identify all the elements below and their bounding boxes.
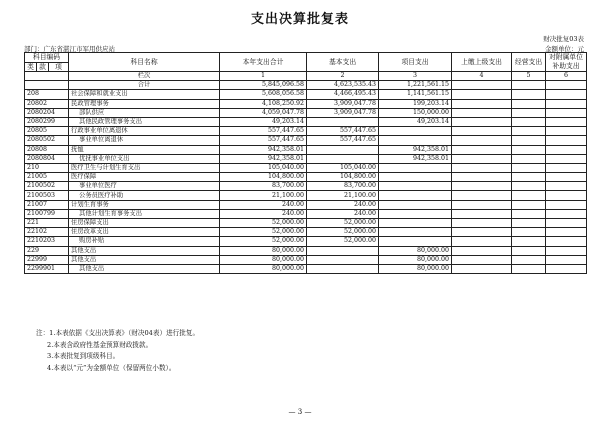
cell-project bbox=[379, 228, 452, 237]
cell-subsidy bbox=[546, 163, 587, 172]
cell-subsidy bbox=[546, 154, 587, 163]
cell-business bbox=[512, 228, 546, 237]
cell-name: 其他支出 bbox=[69, 264, 220, 273]
cell-basic: 557,447.65 bbox=[307, 127, 379, 136]
note-line: 2.本表含政府性基金预算财政拨款。 bbox=[47, 340, 153, 349]
cell-code: 2100503 bbox=[25, 191, 69, 200]
cell-subsidy bbox=[546, 81, 587, 90]
col-index-1: 1 bbox=[220, 72, 307, 81]
cell-code: 2080299 bbox=[25, 117, 69, 126]
cell-code: 2080502 bbox=[25, 136, 69, 145]
table-row bbox=[25, 200, 587, 209]
cell-project bbox=[379, 209, 452, 218]
col-business-header: 经营支出 bbox=[512, 53, 546, 72]
table-row bbox=[25, 209, 587, 218]
cell-basic: 3,909,047.78 bbox=[307, 99, 379, 108]
cell-business bbox=[512, 246, 546, 255]
cell-total: 942,358.01 bbox=[220, 154, 307, 163]
cell-basic: 52,000.00 bbox=[307, 237, 379, 246]
cell-name: 其他支出 bbox=[69, 246, 220, 255]
cell-project: 49,203.14 bbox=[379, 117, 452, 126]
col-index-6: 6 bbox=[546, 72, 587, 81]
cell-name: 事业单位医疗 bbox=[69, 182, 220, 191]
cell-code: 221 bbox=[25, 219, 69, 228]
cell-upper bbox=[452, 145, 512, 154]
col-code-header: 科目编码 bbox=[25, 53, 69, 63]
cell-basic: 240.00 bbox=[307, 209, 379, 218]
cell-project: 942,358.01 bbox=[379, 154, 452, 163]
cell-upper bbox=[452, 219, 512, 228]
col-basic-header: 基本支出 bbox=[307, 53, 379, 72]
cell-code: 229 bbox=[25, 246, 69, 255]
cell-upper bbox=[452, 136, 512, 145]
table-row bbox=[25, 136, 587, 145]
cell-project bbox=[379, 191, 452, 200]
cell-subsidy bbox=[546, 99, 587, 108]
table-row bbox=[25, 191, 587, 200]
table-row bbox=[25, 264, 587, 273]
cell-business bbox=[512, 237, 546, 246]
cell-upper bbox=[452, 237, 512, 246]
cell-name: 计划生育事务 bbox=[69, 200, 220, 209]
cell-code: 2080204 bbox=[25, 108, 69, 117]
cell-total: 52,000.00 bbox=[220, 228, 307, 237]
cell-code: 210 bbox=[25, 163, 69, 172]
col-total-header: 本年支出合计 bbox=[220, 53, 307, 72]
cell-code: 21005 bbox=[25, 173, 69, 182]
total-row bbox=[25, 81, 587, 90]
table-row bbox=[25, 127, 587, 136]
cell-total: 80,000.00 bbox=[220, 264, 307, 273]
expenditure-table bbox=[24, 52, 587, 274]
department-label: 部门：广东省湛江市军用供应站 bbox=[24, 45, 115, 53]
cell-business bbox=[512, 136, 546, 145]
cell-name: 其他支出 bbox=[69, 255, 220, 264]
cell-business bbox=[512, 219, 546, 228]
note-line: 4.本表以“元”为金额单位（保留两位小数）。 bbox=[47, 363, 176, 372]
cell-business bbox=[512, 154, 546, 163]
col-index-2: 2 bbox=[307, 72, 379, 81]
cell-subsidy bbox=[546, 117, 587, 126]
cell-project bbox=[379, 163, 452, 172]
cell-basic: 21,100.00 bbox=[307, 191, 379, 200]
cell-total: 942,358.01 bbox=[220, 145, 307, 154]
cell-code: 2100502 bbox=[25, 182, 69, 191]
form-number: 财决批复03表 bbox=[543, 35, 584, 43]
cell-total: 240.00 bbox=[220, 209, 307, 218]
cell-business bbox=[512, 200, 546, 209]
cell-business bbox=[512, 191, 546, 200]
table-row bbox=[25, 219, 587, 228]
cell-subsidy bbox=[546, 145, 587, 154]
cell-total: 104,800.00 bbox=[220, 173, 307, 182]
table-row bbox=[25, 90, 587, 99]
cell-total: 5,608,056.58 bbox=[220, 90, 307, 99]
cell-total: 4,059,047.78 bbox=[220, 108, 307, 117]
cell-name: 民政管理事务 bbox=[69, 99, 220, 108]
cell-upper bbox=[452, 191, 512, 200]
cell-upper bbox=[452, 108, 512, 117]
cell-basic: 52,000.00 bbox=[307, 219, 379, 228]
cell-total: 557,447.65 bbox=[220, 127, 307, 136]
cell-code: 21007 bbox=[25, 200, 69, 209]
cell-name: 医疗卫生与计划生育支出 bbox=[69, 163, 220, 172]
table-row bbox=[25, 246, 587, 255]
cell-upper bbox=[452, 228, 512, 237]
cell-project bbox=[379, 127, 452, 136]
table-row bbox=[25, 182, 587, 191]
column-index-row bbox=[25, 72, 587, 81]
cell-business bbox=[512, 264, 546, 273]
cell-code: 208 bbox=[25, 90, 69, 99]
cell-project: 150,000.00 bbox=[379, 108, 452, 117]
cell-total: 21,100.00 bbox=[220, 191, 307, 200]
amount-unit-label: 金额单位：元 bbox=[545, 45, 584, 53]
cell-business bbox=[512, 145, 546, 154]
col-upper-header: 上缴上级支出 bbox=[452, 53, 512, 72]
table-row bbox=[25, 108, 587, 117]
table-row bbox=[25, 237, 587, 246]
cell-code: 20802 bbox=[25, 99, 69, 108]
cell-upper bbox=[452, 173, 512, 182]
cell-business bbox=[512, 108, 546, 117]
cell-upper bbox=[452, 163, 512, 172]
cell-basic: 4,466,495.43 bbox=[307, 90, 379, 99]
cell-business bbox=[512, 99, 546, 108]
cell-name: 事业单位离退休 bbox=[69, 136, 220, 145]
cell-subsidy bbox=[546, 264, 587, 273]
cell-basic: 52,000.00 bbox=[307, 228, 379, 237]
cell-subsidy bbox=[546, 237, 587, 246]
cell-basic: 240.00 bbox=[307, 200, 379, 209]
lanci-label: 栏次 bbox=[69, 72, 220, 81]
cell-business bbox=[512, 209, 546, 218]
cell-total: 240.00 bbox=[220, 200, 307, 209]
cell-subsidy bbox=[546, 228, 587, 237]
cell-upper bbox=[452, 99, 512, 108]
cell-subsidy bbox=[546, 127, 587, 136]
cell-upper bbox=[452, 127, 512, 136]
cell-basic bbox=[307, 154, 379, 163]
cell-name: 住房改革支出 bbox=[69, 228, 220, 237]
cell-code: 2299901 bbox=[25, 264, 69, 273]
cell-project: 942,358.01 bbox=[379, 145, 452, 154]
notes bbox=[36, 328, 199, 374]
cell-code: 2210203 bbox=[25, 237, 69, 246]
cell-upper bbox=[452, 246, 512, 255]
cell-subsidy bbox=[546, 200, 587, 209]
cell-total: 557,447.65 bbox=[220, 136, 307, 145]
cell-subsidy bbox=[546, 219, 587, 228]
table-row bbox=[25, 255, 587, 264]
cell-subsidy bbox=[546, 173, 587, 182]
cell-upper bbox=[452, 182, 512, 191]
cell-code bbox=[25, 81, 69, 90]
cell-upper bbox=[452, 209, 512, 218]
cell-subsidy bbox=[546, 108, 587, 117]
cell-basic bbox=[307, 117, 379, 126]
table-row bbox=[25, 173, 587, 182]
table-row bbox=[25, 228, 587, 237]
cell-project: 1,221,561.15 bbox=[379, 81, 452, 90]
cell-code: 22999 bbox=[25, 255, 69, 264]
cell-subsidy bbox=[546, 136, 587, 145]
cell-business bbox=[512, 81, 546, 90]
cell-basic: 557,447.65 bbox=[307, 136, 379, 145]
cell-basic bbox=[307, 145, 379, 154]
cell-code: 22102 bbox=[25, 228, 69, 237]
cell-name: 购房补贴 bbox=[69, 237, 220, 246]
page-number: — 3 — bbox=[288, 408, 312, 416]
cell-business bbox=[512, 255, 546, 264]
cell-basic: 4,623,535.43 bbox=[307, 81, 379, 90]
cell-upper bbox=[452, 255, 512, 264]
cell-project bbox=[379, 182, 452, 191]
col-subsidy-header: 对附属单位补助支出 bbox=[546, 53, 587, 72]
cell-total: 52,000.00 bbox=[220, 219, 307, 228]
cell-total: 80,000.00 bbox=[220, 246, 307, 255]
cell-project: 80,000.00 bbox=[379, 255, 452, 264]
cell-business bbox=[512, 182, 546, 191]
cell-name: 行政事业单位离退休 bbox=[69, 127, 220, 136]
cell-subsidy bbox=[546, 90, 587, 99]
cell-name: 部队供应 bbox=[69, 108, 220, 117]
cell-total: 105,040.00 bbox=[220, 163, 307, 172]
cell-code: 20805 bbox=[25, 127, 69, 136]
cell-total: 83,700.00 bbox=[220, 182, 307, 191]
cell-subsidy bbox=[546, 182, 587, 191]
col-index-3: 3 bbox=[379, 72, 452, 81]
cell-business bbox=[512, 117, 546, 126]
page-title: 支出决算批复表 bbox=[250, 12, 349, 27]
col-kuan-header: 款 bbox=[37, 62, 49, 72]
cell-subsidy bbox=[546, 246, 587, 255]
table-row bbox=[25, 117, 587, 126]
col-index-5: 5 bbox=[512, 72, 546, 81]
cell-total: 49,203.14 bbox=[220, 117, 307, 126]
col-xiang-header: 项 bbox=[49, 62, 69, 72]
cell-name: 抚恤 bbox=[69, 145, 220, 154]
cell-project bbox=[379, 219, 452, 228]
cell-basic: 105,040.00 bbox=[307, 163, 379, 172]
cell-subsidy bbox=[546, 209, 587, 218]
cell-total: 52,000.00 bbox=[220, 237, 307, 246]
cell-code: 20808 bbox=[25, 145, 69, 154]
table-row bbox=[25, 99, 587, 108]
cell-project bbox=[379, 237, 452, 246]
cell-basic: 104,800.00 bbox=[307, 173, 379, 182]
note-line: 3.本表批复到项级科目。 bbox=[47, 352, 120, 360]
cell-project: 199,203.14 bbox=[379, 99, 452, 108]
table-row bbox=[25, 145, 587, 154]
cell-subsidy bbox=[546, 255, 587, 264]
cell-subsidy bbox=[546, 191, 587, 200]
cell-name: 社会保障和就业支出 bbox=[69, 90, 220, 99]
cell-name: 其他计划生育事务支出 bbox=[69, 209, 220, 218]
cell-name: 医疗保障 bbox=[69, 173, 220, 182]
col-project-header: 项目支出 bbox=[379, 53, 452, 72]
table-row bbox=[25, 154, 587, 163]
cell-name: 住房保障支出 bbox=[69, 219, 220, 228]
cell-code: 2100799 bbox=[25, 209, 69, 218]
cell-basic bbox=[307, 255, 379, 264]
cell-total: 4,108,250.92 bbox=[220, 99, 307, 108]
table-row bbox=[25, 163, 587, 172]
cell-business bbox=[512, 173, 546, 182]
cell-project: 80,000.00 bbox=[379, 246, 452, 255]
cell-business bbox=[512, 163, 546, 172]
cell-business bbox=[512, 127, 546, 136]
cell-upper bbox=[452, 81, 512, 90]
col-name-header: 科目名称 bbox=[69, 53, 220, 72]
cell-project bbox=[379, 136, 452, 145]
cell-name: 合计 bbox=[69, 81, 220, 90]
cell-total: 80,000.00 bbox=[220, 255, 307, 264]
cell-upper bbox=[452, 200, 512, 209]
cell-basic: 3,909,047.78 bbox=[307, 108, 379, 117]
cell-project bbox=[379, 173, 452, 182]
cell-total: 5,845,096.58 bbox=[220, 81, 307, 90]
cell-basic bbox=[307, 246, 379, 255]
cell-project: 1,141,561.15 bbox=[379, 90, 452, 99]
cell-business bbox=[512, 90, 546, 99]
cell-code: 2080804 bbox=[25, 154, 69, 163]
note-line: 注：1.本表依据《支出决算表》（财决04表）进行批复。 bbox=[36, 329, 200, 337]
col-lei-header: 类 bbox=[25, 62, 37, 72]
cell-basic bbox=[307, 264, 379, 273]
header-row bbox=[25, 53, 587, 63]
cell-basic: 83,700.00 bbox=[307, 182, 379, 191]
cell-project bbox=[379, 200, 452, 209]
cell-upper bbox=[452, 90, 512, 99]
cell-name: 其他民政管理事务支出 bbox=[69, 117, 220, 126]
cell-project: 80,000.00 bbox=[379, 264, 452, 273]
col-index-4: 4 bbox=[452, 72, 512, 81]
cell-upper bbox=[452, 264, 512, 273]
cell-name: 公务员医疗补助 bbox=[69, 191, 220, 200]
cell-name: 优抚事业单位支出 bbox=[69, 154, 220, 163]
cell-upper bbox=[452, 117, 512, 126]
cell-upper bbox=[452, 154, 512, 163]
